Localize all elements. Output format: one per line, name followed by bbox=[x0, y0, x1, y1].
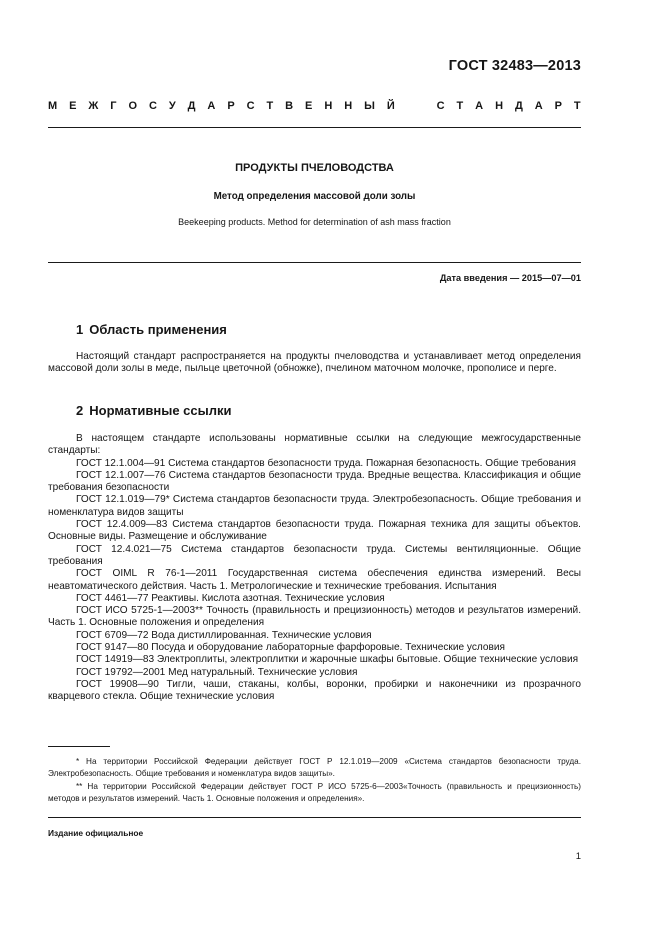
banner-letter: С bbox=[148, 100, 157, 112]
banner-letter: Н bbox=[324, 100, 333, 112]
footnote-divider bbox=[48, 746, 110, 747]
reference-item: ГОСТ OIML R 76-1—2011 Государственная система обеспечения единства измерений. Весы неавтоматического действия. Часть 1. Метрологические и технические требования. Испытания bbox=[48, 568, 581, 592]
banner-letter bbox=[407, 100, 425, 112]
section-2-body bbox=[48, 433, 581, 704]
english-title: Beekeeping products. Method for determination of ash mass fraction bbox=[178, 217, 451, 227]
banner-letter: Г bbox=[110, 100, 117, 112]
reference-item: ГОСТ 19908—90 Тигли, чаши, стаканы, колбы, воронки, пробирки и наконечники из прозрачного кварцевого стекла. Общие технические условия bbox=[48, 678, 581, 703]
banner-letter: Д bbox=[514, 100, 523, 112]
interstate-standard-banner bbox=[48, 100, 581, 112]
section-number: 2 bbox=[76, 403, 84, 418]
reference-item: ГОСТ 12.4.009—83 Система стандартов безопасности труда. Пожарная техника для защиты объектов. Основные виды. Размещение и обслуживание bbox=[48, 519, 581, 543]
section-title: Область применения bbox=[89, 322, 227, 337]
references-list bbox=[48, 458, 581, 704]
banner-letter: Ы bbox=[364, 100, 375, 112]
banner-letter: Р bbox=[227, 100, 235, 112]
footnote-2: ** На территории Российской Федерации действует ГОСТ Р ИСО 5725-6—2003«Точность (правильность и прецизионность) методов и результатов измерений. Часть 1. Основные положения и определения». bbox=[48, 782, 581, 803]
section-number: 1 bbox=[76, 322, 84, 337]
section-1-heading bbox=[76, 322, 227, 337]
banner-letter: Е bbox=[305, 100, 313, 112]
section-2-heading bbox=[76, 403, 231, 418]
section-1-body bbox=[48, 351, 581, 376]
banner-letter: Т bbox=[456, 100, 464, 112]
banner-letter: Н bbox=[344, 100, 353, 112]
banner-letter: Н bbox=[495, 100, 504, 112]
reference-item: ГОСТ 12.1.019—79* Система стандартов безопасности труда. Электробезопасность. Общие требования и номенклатура видов защиты bbox=[48, 494, 581, 518]
reference-item: ГОСТ 9147—80 Посуда и оборудование лабораторные фарфоровые. Технические условия bbox=[76, 642, 505, 654]
top-divider bbox=[48, 127, 581, 128]
footnotes bbox=[48, 756, 581, 806]
section-title: Нормативные ссылки bbox=[89, 403, 232, 418]
reference-item: ГОСТ ИСО 5725-1—2003** Точность (правильность и прецизионность) методов и результатов измерений. Часть 1. Основные положения и определения bbox=[48, 605, 581, 629]
banner-letter: Р bbox=[554, 100, 562, 112]
banner-letter: А bbox=[534, 100, 543, 112]
banner-letter: А bbox=[475, 100, 484, 112]
reference-item: ГОСТ 4461—77 Реактивы. Кислота азотная. Технические условия bbox=[76, 592, 385, 604]
banner-letter: У bbox=[168, 100, 176, 112]
references-intro: В настоящем стандарте использованы нормативные ссылки на следующие межгосударственные стандарты: bbox=[48, 433, 581, 457]
reference-item: ГОСТ 6709—72 Вода дистиллированная. Технические условия bbox=[76, 629, 372, 641]
reference-item: ГОСТ 14919—83 Электроплиты, электроплитки и жарочные шкафы бытовые. Общие технические условия bbox=[76, 654, 579, 666]
reference-item: ГОСТ 12.1.007—76 Система стандартов безопасности труда. Вредные вещества. Классификация и общие требования безопасности bbox=[48, 469, 581, 494]
banner-letter: А bbox=[207, 100, 216, 112]
banner-letter: С bbox=[246, 100, 255, 112]
footnote-1: * На территории Российской Федерации действует ГОСТ Р 12.1.019—2009 «Система стандартов безопасности труда. Электробезопасность. Общие требования и номенклатура видов защиты». bbox=[48, 757, 581, 778]
banner-letter: В bbox=[285, 100, 294, 112]
title-divider bbox=[48, 262, 581, 263]
reference-item: ГОСТ 12.4.021—75 Система стандартов безопасности труда. Системы вентиляционные. Общие требования bbox=[48, 543, 581, 567]
document-code: ГОСТ 32483—2013 bbox=[448, 58, 581, 74]
footer-divider bbox=[48, 817, 581, 818]
banner-letter: Т bbox=[266, 100, 274, 112]
banner-letter: М bbox=[48, 100, 58, 112]
introduction-date: Дата введения — 2015—07—01 bbox=[439, 273, 581, 283]
scope-paragraph: Настоящий стандарт распространяется на продукты пчеловодства и устанавливает метод определения массовой доли золы в меде, пыльце цветочной (обножке), пчелином маточном молочке, прополисе и перге. bbox=[48, 351, 581, 375]
banner-letter: Ж bbox=[88, 100, 99, 112]
reference-item: ГОСТ 12.1.004—91 Система стандартов безопасности труда. Пожарная безопасность. Общие требования bbox=[76, 457, 576, 469]
banner-letter: Й bbox=[386, 100, 395, 112]
reference-item: ГОСТ 19792—2001 Мед натуральный. Технические условия bbox=[76, 666, 358, 678]
banner-letter: Е bbox=[69, 100, 77, 112]
edition-label: Издание официальное bbox=[48, 828, 144, 838]
page-number: 1 bbox=[575, 851, 581, 862]
banner-letter: Д bbox=[187, 100, 196, 112]
banner-letter: С bbox=[436, 100, 445, 112]
document-subtitle: Метод определения массовой доли золы bbox=[213, 191, 416, 202]
document-title: ПРОДУКТЫ ПЧЕЛОВОДСТВА bbox=[235, 162, 394, 174]
banner-letter: О bbox=[128, 100, 138, 112]
banner-letter: Т bbox=[573, 100, 581, 112]
